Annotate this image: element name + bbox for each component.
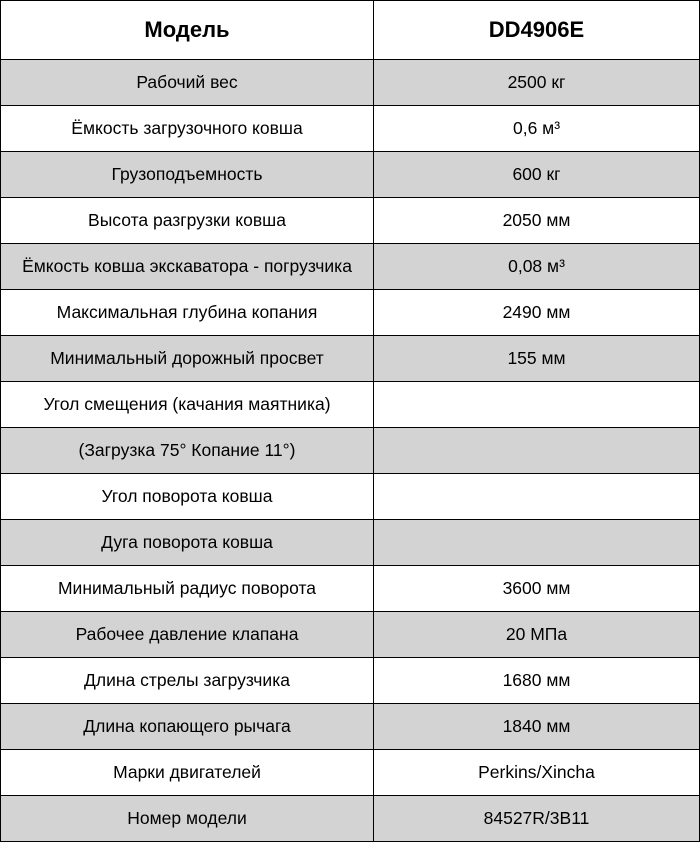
table-row xyxy=(1,336,700,382)
header-row xyxy=(1,1,700,60)
row-value: Perkins/Xincha xyxy=(374,750,700,796)
header-label: Модель xyxy=(1,1,374,60)
row-value xyxy=(374,474,700,520)
row-label: Номер модели xyxy=(1,796,374,842)
row-value xyxy=(374,428,700,474)
table-row xyxy=(1,290,700,336)
table-row xyxy=(1,750,700,796)
row-label: Ёмкость загрузочного ковша xyxy=(1,106,374,152)
row-label: Длина стрелы загрузчика xyxy=(1,658,374,704)
row-label: Угол поворота ковша xyxy=(1,474,374,520)
row-value: 20 МПа xyxy=(374,612,700,658)
row-label: Ёмкость ковша экскаватора - погрузчика xyxy=(1,244,374,290)
row-label: Угол смещения (качания маятника) xyxy=(1,382,374,428)
row-label: Рабочее давление клапана xyxy=(1,612,374,658)
row-label: Минимальный радиус поворота xyxy=(1,566,374,612)
row-value: 1840 мм xyxy=(374,704,700,750)
row-label: (Загрузка 75° Копание 11°) xyxy=(1,428,374,474)
row-label: Рабочий вес xyxy=(1,60,374,106)
table-row xyxy=(1,244,700,290)
row-label: Дуга поворота ковша xyxy=(1,520,374,566)
row-value: 155 мм xyxy=(374,336,700,382)
header-model: DD4906E xyxy=(374,1,700,60)
row-value: 2490 мм xyxy=(374,290,700,336)
row-value: 3600 мм xyxy=(374,566,700,612)
table-row xyxy=(1,428,700,474)
row-value: 2500 кг xyxy=(374,60,700,106)
table-row xyxy=(1,658,700,704)
row-value: 1680 мм xyxy=(374,658,700,704)
table-row xyxy=(1,152,700,198)
table-row xyxy=(1,382,700,428)
row-label: Минимальный дорожный просвет xyxy=(1,336,374,382)
row-value xyxy=(374,382,700,428)
row-value: 0,08 м³ xyxy=(374,244,700,290)
row-label: Максимальная глубина копания xyxy=(1,290,374,336)
row-label: Длина копающего рычага xyxy=(1,704,374,750)
table-row xyxy=(1,106,700,152)
table-row xyxy=(1,60,700,106)
row-value: 0,6 м³ xyxy=(374,106,700,152)
table-row xyxy=(1,704,700,750)
table-row xyxy=(1,474,700,520)
table-row xyxy=(1,796,700,842)
table-row xyxy=(1,520,700,566)
row-value xyxy=(374,520,700,566)
row-label: Грузоподъемность xyxy=(1,152,374,198)
row-value: 2050 мм xyxy=(374,198,700,244)
table-row xyxy=(1,612,700,658)
table-row xyxy=(1,566,700,612)
row-label: Высота разгрузки ковша xyxy=(1,198,374,244)
table-row xyxy=(1,198,700,244)
row-value: 84527R/3B11 xyxy=(374,796,700,842)
row-value: 600 кг xyxy=(374,152,700,198)
row-label: Марки двигателей xyxy=(1,750,374,796)
